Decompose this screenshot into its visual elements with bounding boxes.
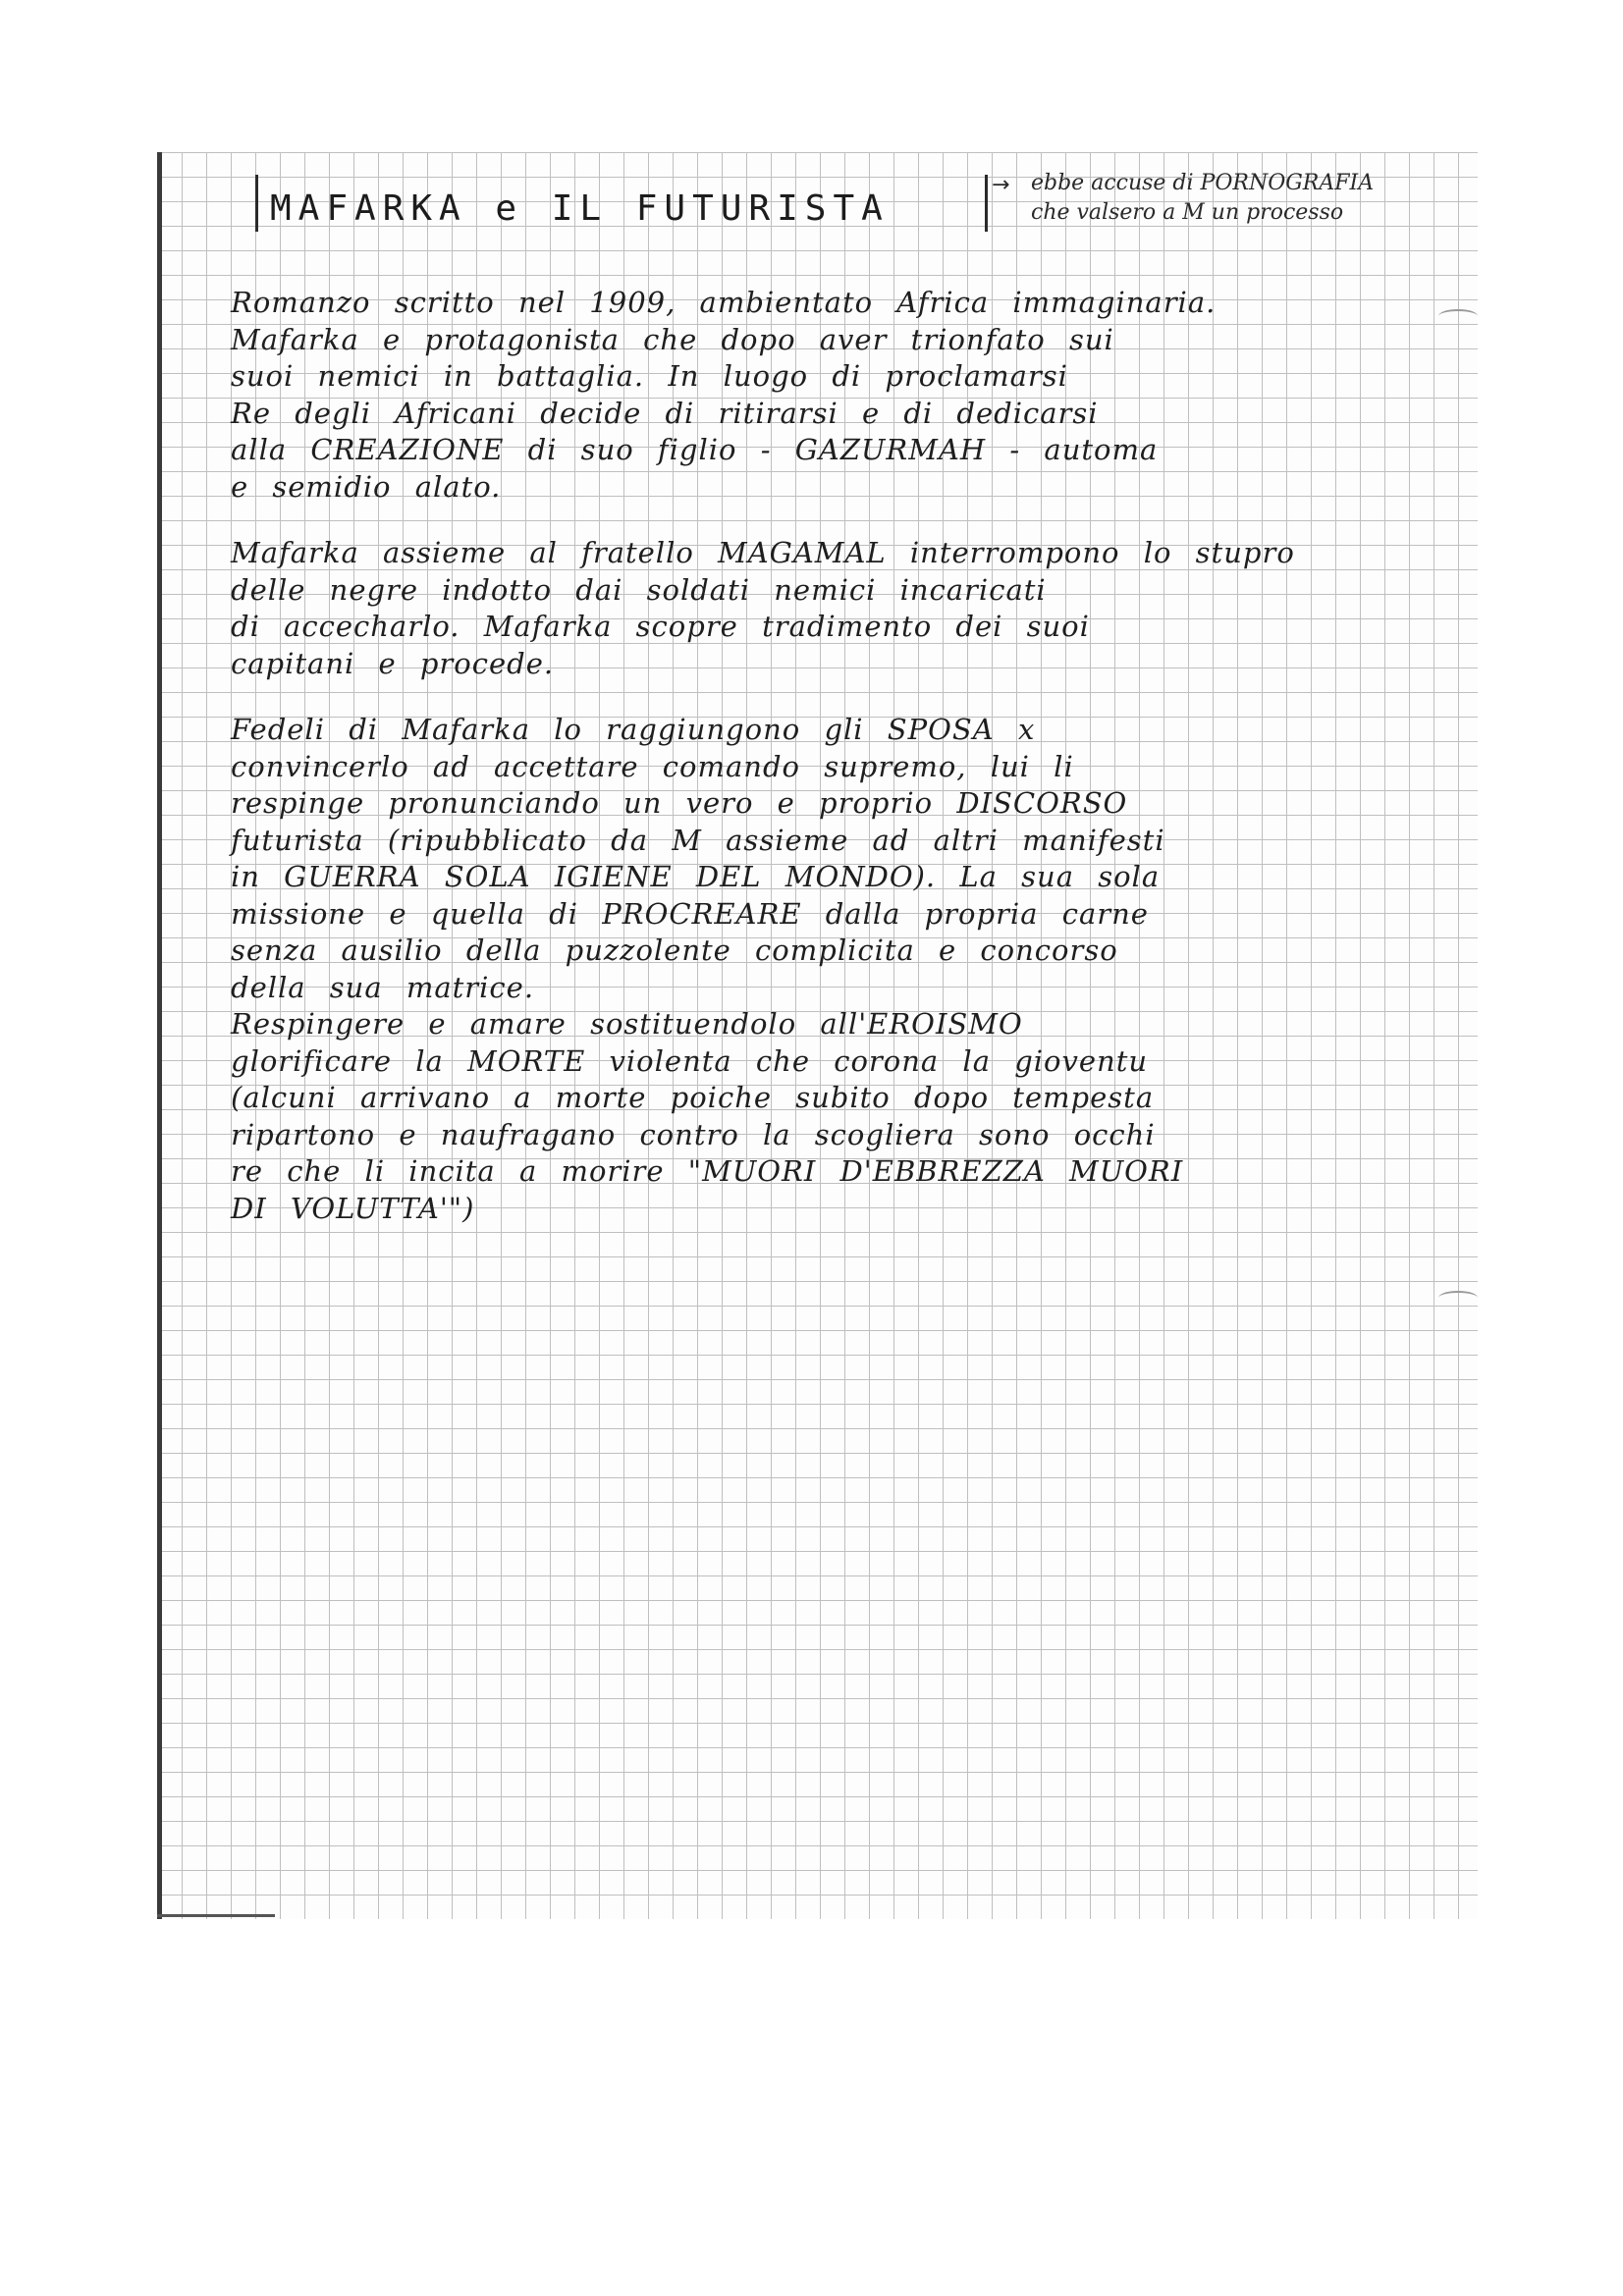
side-note [1031,169,1463,228]
text-line: della sua matrice. [231,970,535,1004]
arrow-icon: → [992,173,1010,197]
text-line: ripartono e naufragano contro la scogliera sono occhi [231,1117,1156,1151]
title-row [255,167,1473,255]
text-line: respinge pronunciando un vero e proprio DISCORSO [231,786,1128,820]
left-margin-line [157,152,162,1919]
text-line: delle negre indotto dai soldati nemici incaricati [231,572,1047,607]
side-note-line: ebbe accuse di PORNOGRAFIA [1031,171,1375,195]
text-line: in GUERRA SOLA IGIENE DEL MONDO). La sua sola [231,860,1161,893]
text-line: suoi nemici in battaglia. In luogo di proclamarsi [231,359,1068,393]
binder-hole-mark [1438,1291,1478,1305]
text-line: re che li incita a morire "MUORI D'EBBREZZA MUORI [231,1154,1184,1188]
text-line: Respingere e amare sostituendolo all'EROISMO [231,1007,1023,1041]
paragraph-speech [231,712,1463,1006]
paragraph-plot [231,285,1463,506]
text-line: senza ausilio della puzzolente complicita e concorso [231,934,1118,967]
paragraph-brother [231,535,1463,682]
text-line: alla CREAZIONE di suo figlio - GAZURMAH - automa [231,433,1159,466]
text-line: Mafarka e protagonista che dopo aver trionfato sui [231,322,1114,356]
side-note-line: che valsero a M un processo [1031,200,1344,225]
text-line: futurista (ripubblicato da M assieme ad altri manifesti [231,823,1165,857]
paragraph-heroism [231,1006,1463,1227]
text-line: (alcuni arrivano a morte poiche subito dopo tempesta [231,1081,1155,1114]
text-line: Mafarka assieme al fratello MAGAMAL interrompono lo stupro [231,536,1295,569]
text-line: Re degli Africani decide di ritirarsi e di dedicarsi [231,396,1099,430]
text-line: Fedeli di Mafarka lo raggiungono gli SPOSA x [231,713,1036,746]
text-line: glorificare la MORTE violenta che corona la gioventu [231,1043,1149,1078]
text-line: capitani e procede. [231,646,555,680]
text-line: DI VOLUTTA'") [231,1191,475,1225]
bottom-edge-line [157,1914,275,1917]
text-line: e semidio alato. [231,469,502,504]
title-box [255,175,988,232]
text-line: Romanzo scritto nel 1909, ambientato Africa immaginaria. [231,286,1217,319]
page-title: MAFARKA e IL FUTURISTA [270,188,890,229]
text-line: missione e quella di PROCREARE dalla propria carne [231,896,1149,931]
text-line: convincerlo ad accettare comando supremo, lui li [231,749,1074,783]
handwritten-body [231,285,1463,1256]
text-line: di accecharlo. Mafarka scopre tradimento dei suoi [231,610,1090,643]
